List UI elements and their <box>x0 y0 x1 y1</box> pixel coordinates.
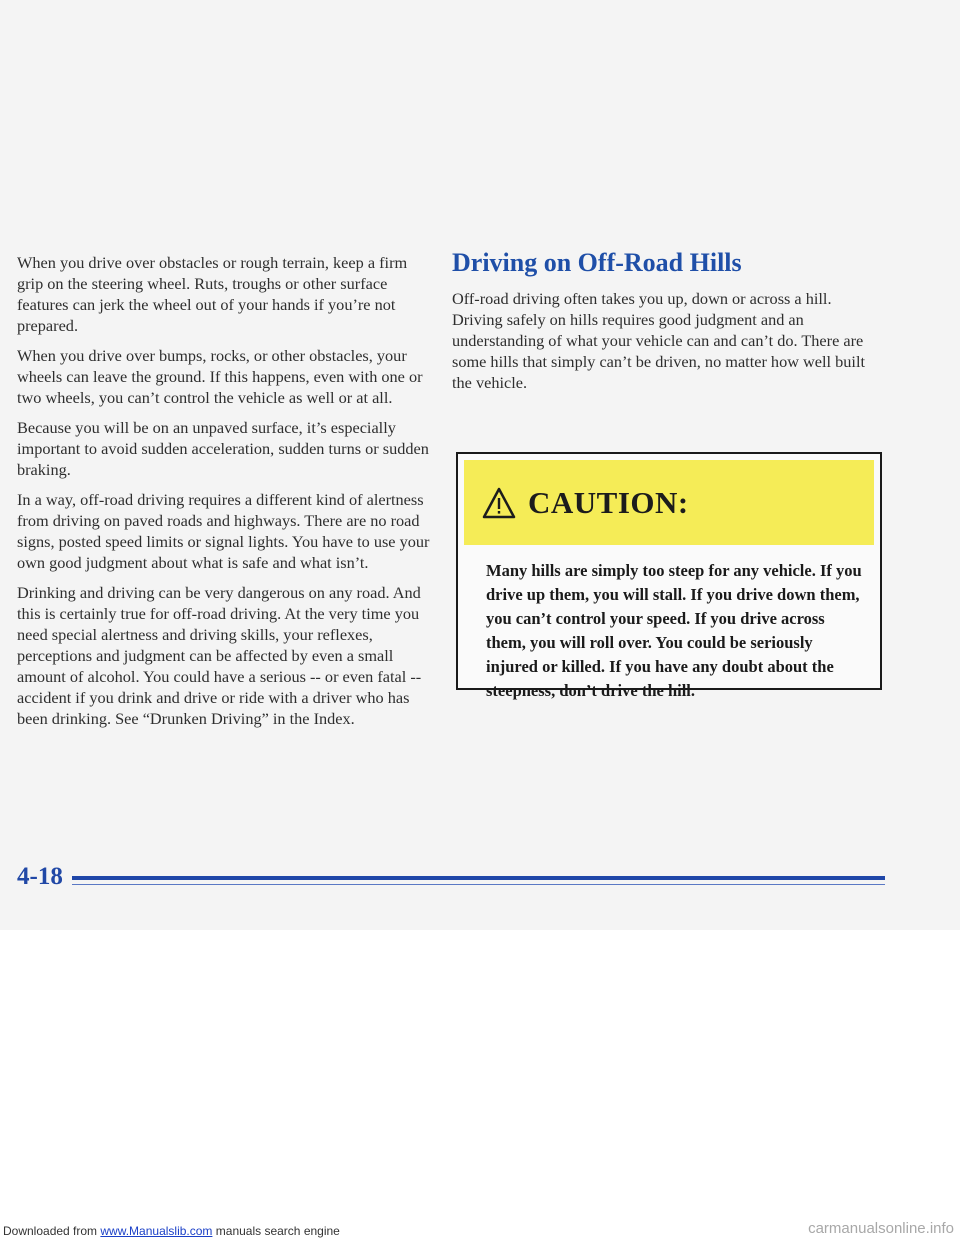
footer-rule-thin <box>72 884 885 885</box>
download-note-suffix: manuals search engine <box>212 1224 340 1238</box>
paragraph-unpaved-surface: Because you will be on an unpaved surface, it’s especially important to avoid sudden acceleration, sudden turns or sudden braking. <box>17 418 429 479</box>
right-column <box>452 248 882 393</box>
paragraph-hills: Off-road driving often takes you up, down or across a hill. Driving safely on hills requires good judgment and an understanding of what your vehicle can and can’t do. There are some hills that simply can’t be driven, no matter how well built the vehicle. <box>452 289 865 392</box>
paragraph-alertness: In a way, off-road driving requires a different kind of alertness from driving on paved roads and highways. There are no road signs, posted speed limits or signal lights. You have to use your own good judgment about what is safe and what isn’t. <box>17 490 430 572</box>
paragraph-obstacles: When you drive over obstacles or rough terrain, keep a firm grip on the steering wheel. Ruts, troughs or other surface features can jerk the wheel out of your hands if you’re not prepared. <box>17 253 408 335</box>
caution-label: CAUTION: <box>528 484 689 520</box>
site-watermark: carmanualsonline.info <box>808 1220 954 1237</box>
page-number: 4-18 <box>17 863 63 890</box>
download-note-prefix: Downloaded from <box>3 1224 101 1238</box>
manualslib-link[interactable]: www.Manualslib.com <box>100 1224 213 1238</box>
caution-box <box>456 452 882 700</box>
footer-rule-thick <box>72 876 885 880</box>
warning-triangle-icon <box>482 486 516 520</box>
caution-header <box>464 460 874 545</box>
left-column <box>17 252 437 738</box>
caution-text: Many hills are simply too steep for any vehicle. If you drive up them, you will stall. If you drive down them, you can’t control your speed. If you drive across them, you will roll over. You could be seriously injured or killed. If you have any doubt about the steepness, don’t drive the hill. <box>486 561 862 700</box>
paragraph-drinking: Drinking and driving can be very dangerous on any road. And this is certainly true for off-road driving. At the very time you need special alertness and driving skills, your reflexes, perceptions and judgment can be affected by even a small amount of alcohol. You could have a serious -- or even fatal -- accident if you drink and drive or ride with a driver who has been drinking. See “Drunken Driving” in the Index. <box>17 583 422 728</box>
download-note <box>3 1224 340 1238</box>
paragraph-bumps: When you drive over bumps, rocks, or other obstacles, your wheels can leave the ground. If this happens, even with one or two wheels, you can’t control the vehicle as well or at all. <box>17 346 423 407</box>
page-footer <box>17 863 887 893</box>
section-title: Driving on Off-Road Hills <box>452 248 742 277</box>
